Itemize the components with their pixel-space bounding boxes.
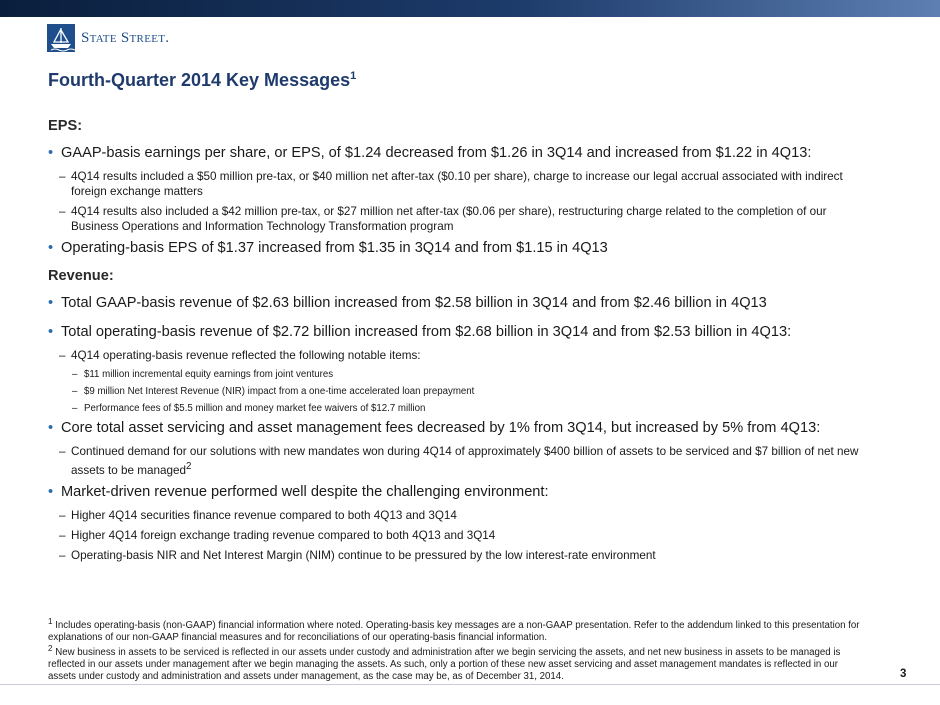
bullet-text: 4Q14 results also included a $42 million pre-tax, or $27 million net after-tax ($0.06 per share), restructuring charge related to the completion of our Business Operations and Information Technology Transformation program bbox=[71, 205, 827, 233]
eps-bullet-operating bbox=[48, 239, 868, 258]
bullet-dot: • bbox=[48, 240, 54, 256]
revenue-heading: Revenue: bbox=[48, 268, 114, 284]
page-title bbox=[48, 70, 356, 91]
bullet-text: Total GAAP-basis revenue of $2.63 billion increased from $2.58 billion in 3Q14 and from $2.46 billion in 4Q13 bbox=[61, 295, 767, 311]
revenue-bullet-gaap bbox=[48, 294, 868, 313]
footnote-text: New business in assets to be serviced is reflected in our assets under custody and administration after we begin servicing the assets, and net new business in assets to be managed is reflected in our assets under management after we begin managing the assets. As such, only a portion of these new asset servicing and asset management mandates is reflected in our assets under custody and administration and assets under management, as the case may be, as of December 31, 2014. bbox=[48, 647, 841, 682]
bullet-text: Market-driven revenue performed well despite the challenging environment: bbox=[61, 483, 549, 500]
top-banner-bar bbox=[0, 0, 940, 17]
bullet-text: Operating-basis NIR and Net Interest Margin (NIM) continue to be pressured by the low interest-rate environment bbox=[71, 548, 656, 562]
revenue-sub-bullet bbox=[48, 528, 868, 543]
dash-marker: – bbox=[59, 170, 66, 183]
state-street-ship-logo-icon bbox=[47, 24, 75, 52]
bullet-dot: • bbox=[48, 295, 54, 311]
revenue-bullet-core-fees bbox=[48, 419, 868, 438]
bullet-text: Total operating-basis revenue of $2.72 billion increased from $2.68 billion in 3Q14 and from $2.53 billion in 4Q13: bbox=[61, 324, 792, 340]
eps-bullet-gaap bbox=[48, 144, 868, 163]
footnote-ref: 2 bbox=[186, 461, 192, 472]
bullet-dot: • bbox=[48, 483, 54, 500]
revenue-sub-sub-bullet bbox=[48, 385, 868, 398]
bullet-text: $9 million Net Interest Revenue (NIR) impact from a one-time accelerated loan prepayment bbox=[84, 386, 475, 397]
footnote-number: 1 bbox=[48, 617, 53, 626]
dash-marker: – bbox=[59, 349, 66, 362]
revenue-sub-bullet bbox=[48, 348, 868, 363]
footnote bbox=[48, 616, 868, 643]
footnote-number: 2 bbox=[48, 644, 53, 654]
bullet-text: $11 million incremental equity earnings from joint ventures bbox=[84, 369, 334, 380]
footnote-text: Includes operating-basis (non-GAAP) financial information where noted. Operating-basis key messages are a non-GAAP presentation. Refer to the addendum linked to this presentation for explanations of our non-GAAP financial measures and for reconciliations of our operating-basis financial information. bbox=[48, 620, 860, 643]
dash-marker: – bbox=[72, 386, 78, 397]
page-number: 3 bbox=[900, 668, 907, 680]
title-text: Fourth-Quarter 2014 Key Messages bbox=[48, 70, 351, 90]
bullet-text: Core total asset servicing and asset management fees decreased by 1% from 3Q14, but increased by 5% from 4Q13: bbox=[61, 420, 821, 436]
brand-name: State Street. bbox=[81, 29, 170, 46]
dash-marker: – bbox=[72, 403, 78, 414]
revenue-sub-bullet bbox=[48, 444, 868, 478]
eps-heading: EPS: bbox=[48, 118, 83, 134]
revenue-bullet-market-driven bbox=[48, 483, 868, 502]
bullet-text: Continued demand for our solutions with new mandates won during 4Q14 of approximately $400 billion of assets to be serviced and $7 billion of net new assets to be managed bbox=[71, 445, 859, 477]
bullet-dot: • bbox=[48, 420, 54, 436]
dash-marker: – bbox=[59, 528, 66, 542]
bullet-text: GAAP-basis earnings per share, or EPS, of $1.24 decreased from $1.26 in 3Q14 and increased from $1.22 in 4Q13: bbox=[61, 145, 812, 161]
title-footnote-ref: 1 bbox=[350, 70, 357, 82]
dash-marker: – bbox=[59, 548, 66, 562]
eps-sub-bullet bbox=[48, 204, 868, 234]
revenue-sub-bullet bbox=[48, 548, 868, 563]
revenue-bullet-operating bbox=[48, 323, 868, 342]
dash-marker: – bbox=[59, 508, 66, 522]
dash-marker: – bbox=[72, 369, 78, 380]
revenue-sub-sub-bullet bbox=[48, 402, 868, 415]
bullet-text: Operating-basis EPS of $1.37 increased from $1.35 in 3Q14 and from $1.15 in 4Q13 bbox=[61, 240, 608, 256]
bullet-text: Higher 4Q14 securities finance revenue compared to both 4Q13 and 3Q14 bbox=[71, 508, 457, 522]
state-street-logo bbox=[47, 24, 169, 52]
bullet-dot: • bbox=[48, 145, 54, 161]
revenue-sub-sub-bullet bbox=[48, 368, 868, 381]
revenue-sub-bullet bbox=[48, 508, 868, 523]
eps-sub-bullet bbox=[48, 169, 868, 199]
bullet-text: Higher 4Q14 foreign exchange trading revenue compared to both 4Q13 and 3Q14 bbox=[71, 528, 496, 542]
bullet-text: 4Q14 operating-basis revenue reflected the following notable items: bbox=[71, 349, 421, 362]
dash-marker: – bbox=[59, 445, 66, 458]
dash-marker: – bbox=[59, 205, 66, 218]
key-messages-body bbox=[48, 118, 868, 568]
bullet-text: Performance fees of $5.5 million and money market fee waivers of $12.7 million bbox=[84, 403, 426, 414]
footnotes bbox=[48, 616, 868, 682]
bottom-divider bbox=[0, 684, 940, 685]
bullet-text: 4Q14 results included a $50 million pre-tax, or $40 million net after-tax ($0.10 per share), charge to increase our legal accrual associated with indirect foreign exchange matters bbox=[71, 170, 843, 198]
footnote bbox=[48, 643, 868, 682]
bullet-dot: • bbox=[48, 324, 54, 340]
